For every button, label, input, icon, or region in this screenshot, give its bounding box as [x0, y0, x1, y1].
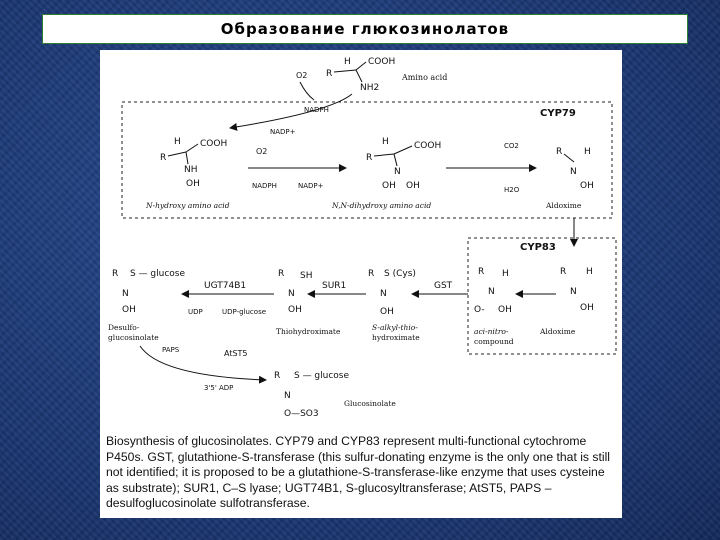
amino-acid-label: Amino acid	[402, 73, 448, 82]
scheme-text: S — glucose	[294, 371, 350, 381]
scheme-text: S (Cys)	[384, 269, 416, 279]
scheme-text: NADP+	[298, 182, 324, 190]
scheme-text: SH	[300, 271, 313, 281]
scheme-text: OH	[122, 305, 136, 315]
aldoxime-label-2: Aldoxime	[540, 327, 576, 336]
scheme-text: R	[160, 153, 167, 163]
scheme-text: 3'5' ADP	[204, 384, 234, 392]
scheme-text: R	[368, 269, 375, 279]
gst-label: GST	[434, 281, 453, 291]
nn-dihydroxy-label: N,N-dihydroxy amino acid	[332, 201, 432, 210]
scheme-text: H	[584, 147, 591, 157]
amino-acid-structure	[326, 57, 395, 93]
scheme-text: UDP	[188, 308, 203, 316]
scheme-text: H	[174, 137, 181, 147]
scheme-text: N	[394, 167, 401, 177]
scheme-text: PAPS	[162, 346, 180, 354]
figure-caption: Biosynthesis of glucosinolates. CYP79 and CYP83 represent multi-functional cytochrome P450s. GST, glutathione-S-transferase (this sulfur-donating enzyme is the only one that is still not identified; it is proposed to be a glutathione-S-transferase-like enzyme that uses cysteine as substrate); SUR1, C–S lyase; UGT74B1, S-glucosyltransferase; AtST5, PAPS – desulfoglucosinolate sulfotransferase.	[106, 434, 611, 511]
aldoxime-label-1: Aldoxime	[546, 201, 582, 210]
scheme-text: R	[274, 371, 281, 381]
scheme-text: NADPH	[252, 182, 277, 190]
scheme-text: O2	[256, 147, 268, 156]
desulfo-structure	[112, 269, 185, 315]
scheme-text: COOH	[368, 57, 396, 67]
scheme-text: N	[488, 287, 495, 297]
scheme-text: OH	[580, 181, 594, 191]
scheme-text: NH2	[360, 83, 380, 93]
desulfo-label-2: glucosinolate	[108, 333, 159, 342]
aci-nitro-structure	[474, 267, 512, 315]
scheme-text: N	[570, 287, 577, 297]
scheme-text: O2	[296, 71, 308, 80]
scheme-text: OH	[186, 179, 200, 189]
scheme-text: OH	[382, 181, 396, 191]
aci-nitro-label-1: aci-nitro-	[474, 327, 509, 336]
scheme-text: R	[366, 153, 373, 163]
cyp79-label: CYP79	[540, 108, 576, 119]
scheme-text: OH	[406, 181, 420, 191]
scheme-text: H	[586, 267, 593, 277]
scheme-text: NADP+	[270, 128, 296, 136]
scheme-text: N	[122, 289, 129, 299]
scheme-text: OH	[580, 303, 594, 313]
scheme-text: N	[570, 167, 577, 177]
atst5-label: AtST5	[224, 349, 248, 358]
nn-dihydroxy-structure	[366, 137, 441, 191]
glucosinolate-label: Glucosinolate	[344, 399, 396, 408]
scheme-text: UDP-glucose	[222, 308, 267, 316]
s-alkyl-label-1: S-alkyl-thio-	[372, 323, 418, 332]
pathway-scheme	[100, 50, 622, 430]
scheme-text: CO2	[504, 142, 519, 150]
n-hydroxy-structure	[160, 137, 227, 189]
scheme-text: S — glucose	[130, 269, 186, 279]
scheme-text: R	[478, 267, 485, 277]
scheme-text: R	[556, 147, 563, 157]
glucosinolate-structure	[274, 371, 349, 419]
scheme-text: NADPH	[304, 106, 329, 114]
cyp83-label: CYP83	[520, 242, 556, 253]
n-hydroxy-label: N-hydroxy amino acid	[146, 201, 230, 210]
pathway-figure	[100, 50, 622, 518]
scheme-text: OH	[380, 307, 394, 317]
scheme-text: COOH	[414, 141, 442, 151]
s-alkyl-structure	[368, 269, 416, 317]
thiohydroximate-structure	[278, 269, 312, 315]
thiohydroximate-label: Thiohydroximate	[276, 327, 341, 336]
scheme-text: H2O	[504, 186, 520, 194]
aldoxime-structure-1	[556, 147, 594, 191]
scheme-text: R	[326, 69, 333, 79]
scheme-text: H	[382, 137, 389, 147]
scheme-text: OH	[498, 305, 512, 315]
slide-title-box	[42, 14, 688, 44]
scheme-text: R	[112, 269, 119, 279]
scheme-text: NH	[184, 165, 198, 175]
scheme-text: COOH	[200, 139, 228, 149]
scheme-text: H	[502, 269, 509, 279]
aci-nitro-label-2: compound	[474, 337, 514, 346]
sur1-label: SUR1	[322, 281, 347, 291]
scheme-text: R	[278, 269, 285, 279]
scheme-text: N	[288, 289, 295, 299]
aldoxime-structure-2	[560, 267, 594, 313]
scheme-text: O—SO3	[284, 409, 319, 419]
s-alkyl-label-2: hydroximate	[372, 333, 420, 342]
scheme-text: N	[284, 391, 291, 401]
ugt74b1-label: UGT74B1	[204, 281, 247, 291]
scheme-text: O-	[474, 305, 485, 315]
desulfo-label-1: Desulfo-	[108, 323, 140, 332]
scheme-text: N	[380, 289, 387, 299]
slide-title: Образование глюкозинолатов	[220, 20, 510, 38]
scheme-text: H	[344, 57, 351, 67]
scheme-text: OH	[288, 305, 302, 315]
scheme-text: R	[560, 267, 567, 277]
